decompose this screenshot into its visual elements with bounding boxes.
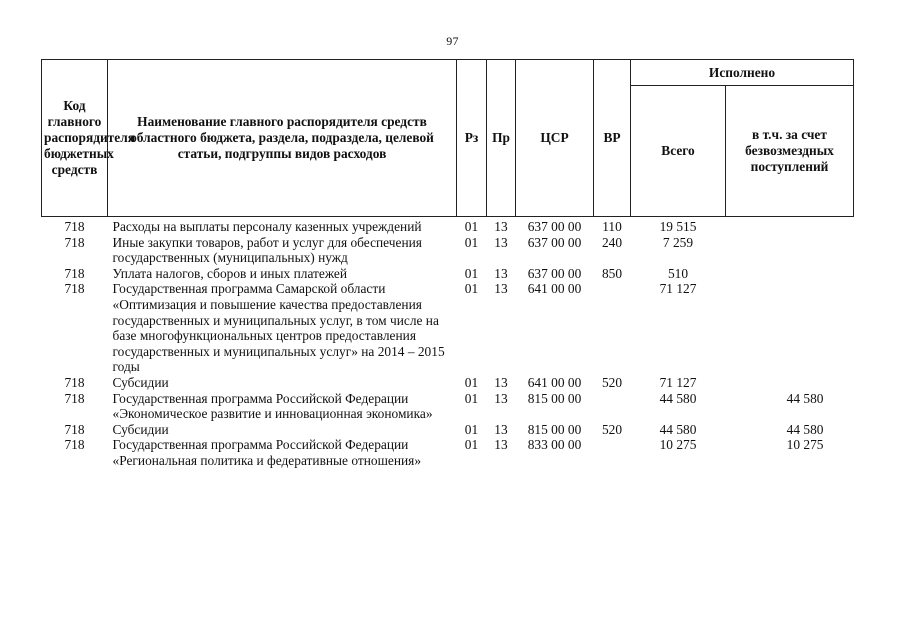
cell-pr: 13: [494, 234, 508, 250]
cell-free: 44 580: [786, 390, 824, 406]
cell-vr: 520: [601, 374, 623, 390]
cell-code: 718: [64, 437, 85, 453]
cell-csr: 815 00 00: [527, 421, 582, 437]
header-name: Наименование главного распорядителя средств областного бюджета, раздела, подраздела, целевой статьи, подгруппы видов расходов: [108, 60, 457, 217]
cell-name: Государственная программа Российской Федерации «Региональная политика и федеративные отношения»: [112, 437, 422, 468]
table-row: [42, 391, 854, 422]
cell-code: 718: [64, 265, 85, 281]
header-free: в т.ч. за счет безвозмездных поступлений: [726, 86, 854, 217]
cell-total: 10 275: [659, 437, 697, 453]
cell-rz: 01: [464, 219, 479, 234]
cell-rz: 01: [464, 437, 479, 453]
cell-rz: 01: [464, 390, 479, 406]
table-header: [42, 60, 854, 217]
budget-table: [41, 59, 854, 469]
cell-code: 718: [64, 390, 85, 406]
cell-name: Субсидии: [112, 374, 169, 390]
cell-free: [726, 266, 854, 282]
cell-rz: 01: [464, 281, 479, 297]
cell-rz: 01: [464, 374, 479, 390]
header-executed: Исполнено: [631, 60, 854, 86]
table-row: [42, 375, 854, 391]
cell-free: [726, 217, 854, 235]
cell-vr: 240: [601, 234, 623, 250]
cell-csr: 637 00 00: [527, 219, 582, 234]
cell-total: 7 259: [662, 234, 694, 250]
cell-code: 718: [64, 374, 85, 390]
cell-free: 44 580: [786, 421, 824, 437]
cell-free: [726, 235, 854, 266]
cell-total: 510: [667, 265, 689, 281]
cell-pr: 13: [494, 437, 508, 453]
cell-pr: 13: [494, 374, 508, 390]
cell-csr: 833 00 00: [527, 437, 582, 453]
cell-rz: 01: [464, 265, 479, 281]
cell-rz: 01: [464, 234, 479, 250]
cell-vr: [594, 391, 631, 422]
table-body: [42, 217, 854, 469]
table-row: [42, 266, 854, 282]
cell-csr: 637 00 00: [527, 234, 582, 250]
cell-name: Расходы на выплаты персоналу казенных учреждений: [112, 219, 422, 234]
table-row: [42, 217, 854, 235]
cell-csr: 641 00 00: [527, 374, 582, 390]
cell-vr: [594, 437, 631, 468]
cell-name: Уплата налогов, сборов и иных платежей: [112, 265, 348, 281]
cell-vr: 110: [602, 219, 622, 234]
table-row: [42, 437, 854, 468]
header-vr: ВР: [594, 60, 631, 217]
cell-free: 10 275: [786, 437, 824, 453]
table-row: [42, 235, 854, 266]
cell-total: 44 580: [659, 421, 697, 437]
table-row: [42, 281, 854, 375]
cell-code: 718: [64, 421, 85, 437]
cell-free: [726, 281, 854, 375]
cell-code: 718: [64, 219, 85, 234]
header-total: Всего: [631, 86, 726, 217]
cell-pr: 13: [494, 219, 508, 234]
cell-csr: 637 00 00: [527, 265, 582, 281]
cell-vr: 850: [601, 265, 623, 281]
header-rz: Рз: [457, 60, 487, 217]
cell-csr: 641 00 00: [527, 281, 582, 297]
page-number: 97: [446, 34, 459, 48]
cell-total: 71 127: [659, 374, 697, 390]
cell-vr: 520: [601, 421, 623, 437]
header-pr: Пр: [487, 60, 516, 217]
header-code: Код главного распорядителя бюджетных средств: [42, 60, 108, 217]
cell-name: Государственная программа Российской Федерации «Экономическое развитие и инновационная экономика»: [112, 390, 433, 422]
table-row: [42, 422, 854, 438]
cell-total: 19 515: [659, 219, 697, 234]
cell-code: 718: [64, 281, 85, 297]
cell-rz: 01: [464, 421, 479, 437]
cell-vr: [594, 281, 631, 375]
cell-pr: 13: [494, 421, 508, 437]
cell-code: 718: [64, 234, 85, 250]
cell-free: [726, 375, 854, 391]
cell-pr: 13: [494, 265, 508, 281]
cell-total: 71 127: [659, 281, 697, 297]
cell-csr: 815 00 00: [527, 390, 582, 406]
cell-name: Субсидии: [112, 421, 169, 437]
header-csr: ЦСР: [516, 60, 594, 217]
cell-pr: 13: [494, 281, 508, 297]
cell-name: Иные закупки товаров, работ и услуг для обеспечения государственных (муниципальных) нужд: [112, 234, 422, 266]
cell-name: Государственная программа Самарской области «Оптимизация и повышение качества предоставления государственных и муниципальных услуг, в том числе на базе многофункциональных центров предоставления государственных и муниципальных услуг» на 2014 – 2015 годы: [112, 281, 445, 375]
cell-pr: 13: [494, 390, 508, 406]
cell-total: 44 580: [659, 390, 697, 406]
